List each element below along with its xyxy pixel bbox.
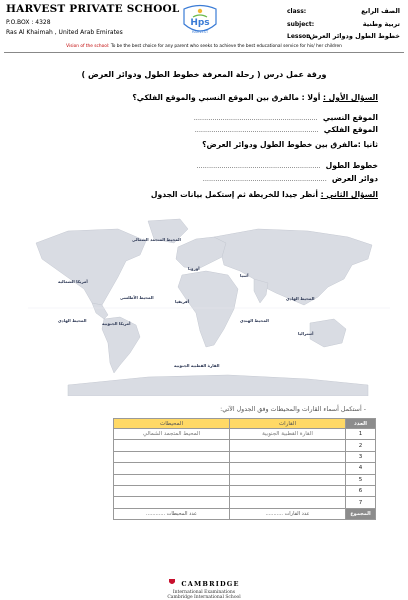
school-name: HARVEST PRIVATE SCHOOL bbox=[6, 3, 180, 15]
ocean-cell[interactable] bbox=[114, 463, 230, 474]
header-continents: القارات bbox=[230, 419, 346, 429]
total-label: المجموع bbox=[346, 508, 376, 519]
ocean-cell[interactable] bbox=[114, 474, 230, 485]
map-label-pacific-west: المحيط الهادي bbox=[58, 318, 87, 323]
continent-cell[interactable] bbox=[230, 474, 346, 485]
continent-cell[interactable] bbox=[230, 440, 346, 451]
map-label-atlantic: المحيط الأطلسي bbox=[120, 295, 154, 300]
q1-part2-text: ثانيا :مالفرق بين خطوط الطول ودوائر العرض؟ bbox=[202, 140, 378, 149]
answer-dots: ............................................................ bbox=[196, 162, 321, 170]
continent-cell[interactable] bbox=[230, 451, 346, 462]
q2-answer-2 bbox=[48, 166, 378, 185]
q3-heading: السؤال الثاني : bbox=[320, 190, 378, 199]
row-number: 3 bbox=[346, 451, 376, 462]
ocean-cell[interactable] bbox=[114, 440, 230, 451]
row-number: 6 bbox=[346, 485, 376, 496]
q2-line1-label: خطوط الطول bbox=[325, 161, 378, 170]
q1-answer-2 bbox=[48, 117, 378, 136]
worksheet-title: ورقة عمل درس ( رحلة المعرفة خطوط الطول ودوائر العرض ) bbox=[81, 70, 327, 79]
q3-text: أنظر جيدا للخريطة ثم إستكمل بيانات الجدول bbox=[150, 190, 318, 199]
map-label-indian: المحيط الهندي bbox=[240, 318, 269, 323]
table-row bbox=[114, 497, 376, 508]
map-label-north-america: أمريكا الشمالية bbox=[58, 279, 88, 284]
question-2 bbox=[151, 190, 378, 199]
table-row bbox=[114, 474, 376, 485]
cambridge-crest-icon bbox=[168, 578, 176, 586]
school-logo bbox=[178, 4, 222, 40]
q2-line2-label: دوائر العرض bbox=[331, 174, 378, 183]
header-oceans: المحيطات bbox=[114, 419, 230, 429]
continent-cell[interactable] bbox=[230, 463, 346, 474]
world-map bbox=[28, 213, 390, 396]
logo-text: Hps bbox=[190, 18, 210, 28]
subject-label: subject: bbox=[287, 21, 315, 28]
table-row bbox=[114, 440, 376, 451]
class-label: class: bbox=[287, 8, 307, 15]
header-number: العدد bbox=[346, 419, 376, 429]
ocean-cell[interactable] bbox=[114, 451, 230, 462]
map-label-africa: أفريقيا bbox=[175, 299, 189, 304]
table-row bbox=[114, 485, 376, 496]
row-number: 1 bbox=[346, 429, 376, 440]
continent-cell[interactable]: القارة القطبية الجنوبية bbox=[230, 429, 346, 440]
row-number: 4 bbox=[346, 463, 376, 474]
cambridge-name: CAMBRIDGE bbox=[181, 580, 240, 588]
cambridge-sub1: International Examinations bbox=[172, 590, 236, 595]
class-value: الصف الرابع bbox=[361, 7, 400, 15]
vision-label: Vision of the school: bbox=[66, 44, 110, 49]
continent-cell[interactable] bbox=[230, 485, 346, 496]
subject-value: تربية وطنية bbox=[362, 20, 400, 28]
logo-subtext: HARVEST bbox=[191, 30, 209, 34]
lesson-value: خطوط الطول ودوائر العرض: bbox=[306, 32, 400, 40]
q1-line2-label: الموقع الفلكي bbox=[323, 125, 378, 134]
answer-dots: ............................................................ bbox=[202, 175, 327, 183]
total-continents[interactable]: عدد القارات ........... bbox=[230, 508, 346, 519]
map-label-asia: آسيا bbox=[240, 273, 249, 278]
continents-oceans-table bbox=[113, 418, 376, 520]
table-row bbox=[114, 429, 376, 440]
table-total-row bbox=[114, 508, 376, 519]
row-number: 7 bbox=[346, 497, 376, 508]
map-label-europe: أوروبا bbox=[188, 266, 200, 271]
ocean-cell[interactable]: المحيط المتجمد الشمالي bbox=[114, 429, 230, 440]
question-1 bbox=[132, 93, 378, 102]
po-box: P.O.BOX : 4328 bbox=[6, 19, 51, 26]
row-number: 5 bbox=[346, 474, 376, 485]
q1-heading: السؤال الأول : bbox=[322, 93, 378, 102]
table-row bbox=[114, 463, 376, 474]
total-oceans[interactable]: عدد المحيطات ............ bbox=[114, 508, 230, 519]
cambridge-logo bbox=[0, 571, 408, 600]
map-label-pacific-east: المحيط الهادي bbox=[286, 296, 315, 301]
map-label-antarctica: القارة القطبية الجنوبية bbox=[174, 363, 220, 368]
ocean-cell[interactable] bbox=[114, 485, 230, 496]
map-label-arctic: المحيط المتجمد الشمالي bbox=[132, 237, 181, 242]
q1-text: أولا : مالفرق بين الموقع النسبي والموقع الفلكي؟ bbox=[132, 93, 321, 102]
table-row bbox=[114, 451, 376, 462]
table-instruction: - أستكمل أسماء القارات والمحيطات وفق الجدول الآتي: bbox=[220, 406, 366, 413]
world-map-svg bbox=[28, 213, 390, 396]
map-label-south-america: أمريكا الجنوبية bbox=[102, 321, 131, 326]
ocean-cell[interactable] bbox=[114, 497, 230, 508]
answer-dots: ............................................................ bbox=[193, 114, 318, 122]
school-address: Ras Al Khaimah , United Arab Emirates bbox=[6, 29, 123, 36]
q1-line1-label: الموقع النسبي bbox=[322, 113, 378, 122]
answer-dots: ............................................................ bbox=[194, 126, 319, 134]
cambridge-sub2: Cambridge International School bbox=[167, 595, 241, 600]
map-label-australia: أستراليا bbox=[298, 331, 314, 336]
vision-statement bbox=[0, 44, 408, 49]
row-number: 2 bbox=[346, 440, 376, 451]
vision-text: To be the best choice for any parent who seeks to achieve the best educational service for his/ her children bbox=[110, 44, 342, 49]
header-divider bbox=[4, 52, 404, 53]
continent-cell[interactable] bbox=[230, 497, 346, 508]
lesson-label: Lesson : bbox=[287, 33, 315, 40]
